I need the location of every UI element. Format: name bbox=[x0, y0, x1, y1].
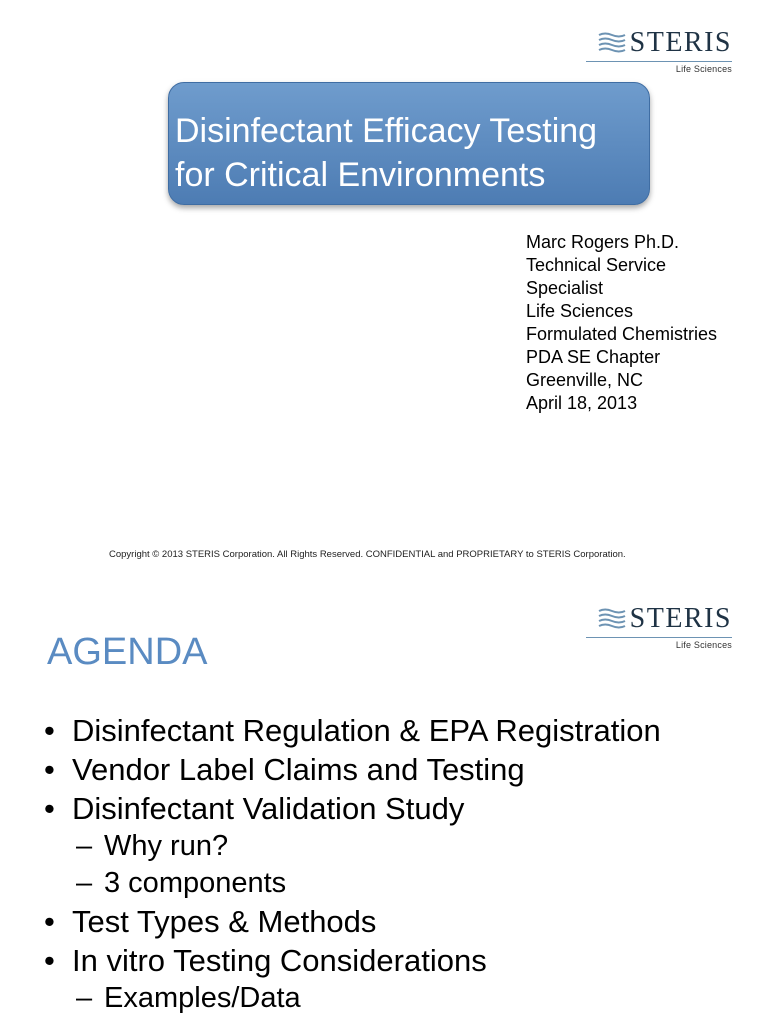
agenda-list bbox=[44, 711, 661, 1017]
presenter-dept-line2: Formulated Chemistries bbox=[526, 324, 718, 344]
steris-logo-agenda bbox=[582, 604, 732, 650]
logo-wordmark: STERIS bbox=[629, 603, 732, 634]
title-box bbox=[168, 82, 650, 205]
presenter-info bbox=[526, 231, 717, 415]
logo-subtitle: Life Sciences bbox=[675, 64, 732, 74]
agenda-subitem: – Why run? bbox=[44, 828, 661, 865]
presenter-dept-line1: Life Sciences bbox=[526, 301, 634, 321]
title-line-1: Disinfectant Efficacy Testing bbox=[175, 112, 598, 150]
agenda-item: • Disinfectant Validation Study bbox=[44, 789, 661, 828]
agenda-item: • In vitro Testing Considerations bbox=[44, 941, 661, 980]
agenda-slide bbox=[0, 576, 768, 1024]
agenda-item: • Disinfectant Regulation & EPA Registration bbox=[44, 711, 661, 750]
presenter-role-line1: Technical Service bbox=[526, 255, 667, 275]
agenda-heading: AGENDA bbox=[47, 631, 208, 673]
logo-subtitle: Life Sciences bbox=[675, 640, 732, 650]
steris-waves-icon bbox=[598, 608, 626, 630]
presenter-location: Greenville, NC bbox=[526, 370, 644, 390]
logo-divider bbox=[586, 61, 732, 62]
steris-waves-icon bbox=[598, 32, 626, 54]
agenda-item: • Vendor Label Claims and Testing bbox=[44, 750, 661, 789]
copyright-notice: Copyright © 2013 STERIS Corporation. All Rights Reserved. CONFIDENTIAL and PROPRIETARY to STERIS Corporation. bbox=[109, 549, 626, 560]
presenter-role-line2: Specialist bbox=[526, 278, 604, 298]
presenter-date: April 18, 2013 bbox=[526, 393, 638, 413]
agenda-subitem: – Examples/Data bbox=[44, 980, 661, 1017]
agenda-item: • Test Types & Methods bbox=[44, 902, 661, 941]
logo-wordmark: STERIS bbox=[629, 27, 732, 58]
logo-divider bbox=[586, 637, 732, 638]
presenter-event: PDA SE Chapter bbox=[526, 347, 661, 367]
title-line-2: for Critical Environments bbox=[175, 156, 546, 194]
agenda-subitem: – 3 components bbox=[44, 865, 661, 902]
presenter-name: Marc Rogers Ph.D. bbox=[526, 232, 680, 252]
steris-logo bbox=[582, 28, 732, 74]
